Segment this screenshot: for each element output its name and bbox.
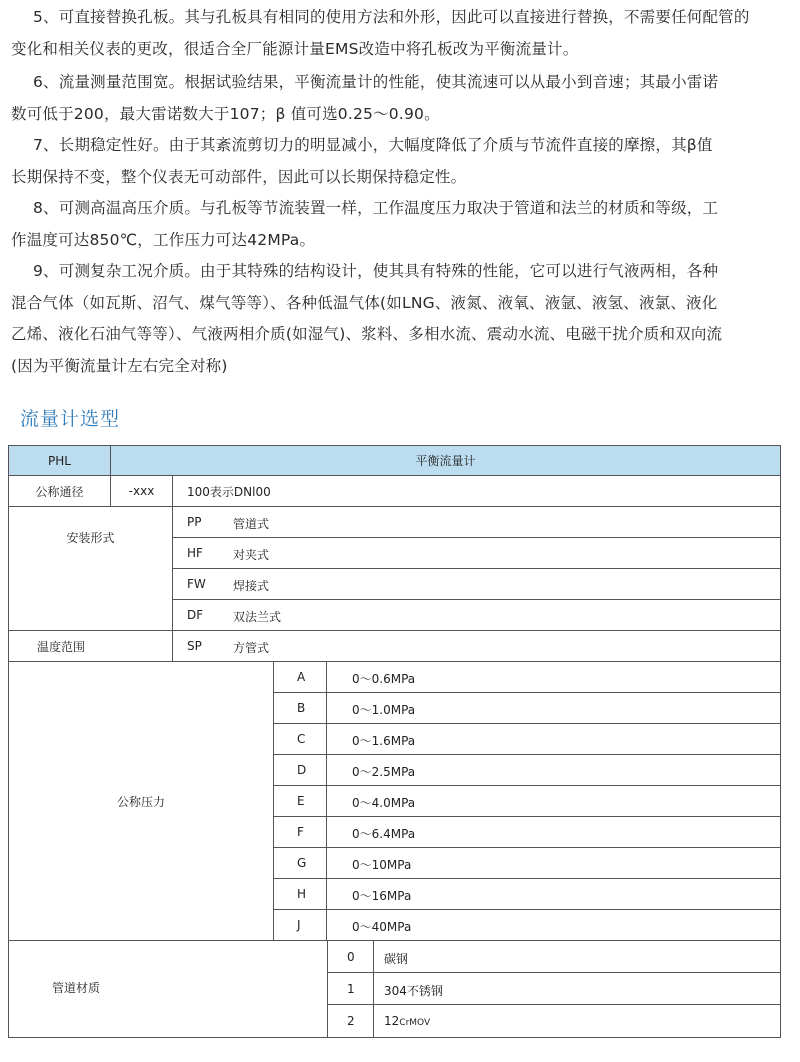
paragraph-line: 数可低于200，最大雷诺数大于107；β 值可选0.25～0.90。: [11, 104, 440, 123]
paragraph-line: 8、可测高温高压介质。与孔板等节流装置一样，工作温度压力取决于管道和法兰的材质和等级，工: [33, 199, 719, 217]
install-code: DF: [187, 608, 204, 622]
diameter-desc: 100表示DNl00: [187, 484, 271, 499]
pressure-code: C: [297, 732, 306, 746]
install-code: FW: [187, 577, 206, 591]
pressure-row: [273, 723, 781, 755]
install-desc: 焊接式: [233, 579, 270, 593]
pressure-code-divider: [326, 661, 327, 941]
diameter-desc-cell: [172, 475, 781, 507]
install-label-cell: [8, 506, 173, 631]
pressure-row: [273, 847, 781, 879]
pressure-label: 公称压力: [116, 794, 165, 809]
paragraph-line: 9、可测复杂工况介质。由于其特殊的结构设计，使其具有特殊的性能，它可以进行气液两相，各种: [33, 262, 719, 280]
material-desc-sub: CrMOV: [399, 1018, 431, 1028]
pressure-code: B: [297, 701, 306, 715]
header-code: PHL: [48, 453, 71, 468]
diameter-label: 公称通径: [35, 484, 84, 499]
pressure-code: F: [297, 825, 304, 839]
temp-label: 温度范围: [37, 639, 86, 654]
section-title: 流量计选型: [20, 408, 121, 430]
paragraph-7: [11, 130, 791, 193]
pressure-desc: 0～16MPa: [352, 889, 412, 903]
temp-label-cell: [8, 630, 173, 662]
material-desc: [384, 1014, 430, 1028]
pressure-row: [273, 785, 781, 817]
material-code: 0: [347, 950, 355, 964]
pressure-code: E: [297, 794, 305, 808]
temp-desc: 方管式: [233, 641, 270, 655]
material-code-divider: [373, 940, 374, 1038]
paragraph-5: [11, 2, 791, 65]
paragraph-line: 5、可直接替换孔板。其与孔板具有相同的使用方法和外形，因此可以直接进行替换，不需要任何配管的: [33, 8, 750, 26]
paragraph-line: 作温度可达850℃，工作压力可达42MPa。: [11, 230, 316, 249]
paragraph-line: 变化和相关仪表的更改，很适合全厂能源计量EMS改造中将孔板改为平衡流量计。: [11, 39, 579, 58]
pressure-desc: 0～10MPa: [352, 858, 412, 872]
paragraph-line: 长期保持不变，整个仪表无可动部件，因此可以长期保持稳定性。: [11, 167, 467, 186]
pressure-label-cell: [8, 661, 274, 941]
install-label: 安装形式: [66, 531, 115, 545]
pressure-row: [273, 878, 781, 910]
pressure-desc: 0～6.4MPa: [352, 827, 416, 841]
pressure-row: [273, 661, 781, 693]
install-desc: 对夹式: [233, 548, 270, 562]
install-desc: 管道式: [233, 517, 270, 531]
paragraph-6: [11, 67, 791, 130]
pressure-desc: 0～1.0MPa: [352, 703, 416, 717]
header-name-cell: [110, 445, 781, 476]
material-desc: 碳钢: [384, 952, 409, 966]
material-code: 2: [347, 1014, 355, 1028]
paragraph-line: (因为平衡流量计左右完全对称): [11, 356, 228, 375]
paragraph-line: 6、流量测量范围宽。根据试验结果，平衡流量计的性能，使其流速可以从最小到音速；其最小雷诺: [33, 73, 719, 91]
material-desc-main: 12: [384, 1014, 400, 1028]
pressure-code: G: [297, 856, 307, 870]
install-desc: 双法兰式: [233, 610, 282, 624]
pressure-desc: 0～1.6MPa: [352, 734, 416, 748]
pressure-code: J: [297, 918, 301, 932]
pressure-desc: 0～0.6MPa: [352, 672, 416, 686]
paragraph-9: [11, 256, 791, 382]
install-code: HF: [187, 546, 203, 560]
paragraph-line: 7、长期稳定性好。由于其紊流剪切力的明显减小，大幅度降低了介质与节流件直接的摩擦，其β值: [33, 136, 713, 154]
pressure-row: [273, 816, 781, 848]
pressure-desc: 0～2.5MPa: [352, 765, 416, 779]
material-desc: 304不锈钢: [384, 984, 443, 998]
paragraph-line: 乙烯、液化石油气等等）、气液两相介质(如湿气)、浆料、多相水流、震动水流、电磁干扰介质和双向流: [11, 325, 723, 343]
paragraph-line: 混合气体（如瓦斯、沼气、煤气等等）、各种低温气体(如LNG、液氮、液氧、液氩、液氢、液氯、液化: [11, 293, 718, 312]
pressure-row: [273, 909, 781, 941]
pressure-row: [273, 692, 781, 724]
diameter-label-cell: [8, 475, 111, 507]
pressure-code: A: [297, 670, 306, 684]
diameter-code: -xxx: [128, 484, 155, 498]
material-label: 管道材质: [52, 981, 101, 995]
header-name: 平衡流量计: [415, 454, 476, 468]
install-code: PP: [187, 515, 202, 529]
material-code: 1: [347, 982, 355, 996]
paragraph-8: [11, 193, 791, 256]
header-code-cell: [8, 445, 111, 476]
pressure-desc: 0～40MPa: [352, 920, 412, 934]
pressure-code: D: [297, 763, 307, 777]
pressure-code: H: [297, 887, 307, 901]
diameter-code-cell: [110, 475, 173, 507]
pressure-row: [273, 754, 781, 786]
pressure-desc: 0～4.0MPa: [352, 796, 416, 810]
temp-code: SP: [187, 639, 202, 653]
selection-table: [8, 445, 781, 1045]
